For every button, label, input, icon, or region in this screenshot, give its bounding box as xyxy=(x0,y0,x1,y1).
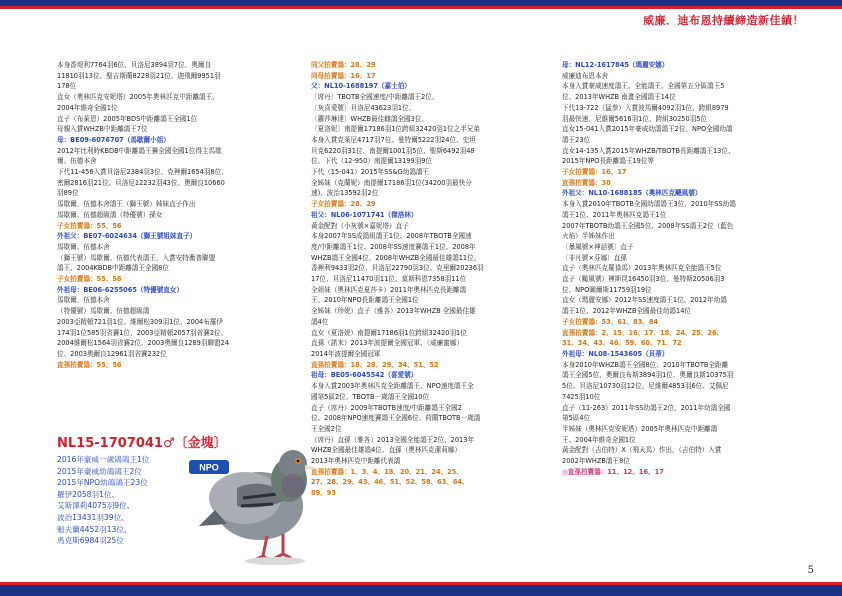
col2-line: 17位、貝洛尼11470羽11位、莫斯科恩7358羽11位 xyxy=(311,275,467,284)
col1-line: 子女拍賣鴿：55、56 xyxy=(57,221,122,230)
col1-line: 2004年維奇全國1位 xyxy=(57,103,118,112)
col1-line: 母親入賞WHZB中距離鴿王7位 xyxy=(57,125,148,134)
bird-result-line: 2016年豪威一歲鴿鴿王1位 xyxy=(57,455,150,464)
page-number: 5 xyxy=(807,565,814,576)
col2-line: 本身入賞克萊尼4717羽7位、曼特爾5222羽24位、史坦 xyxy=(311,135,476,144)
col2-line: 子女拍賣鴿：28、29 xyxy=(311,200,376,209)
bird-results xyxy=(57,454,150,547)
col3-line: 本身2010年WHZB鴿王全國8位、2010年TBOTB全距離 xyxy=(562,360,729,369)
col3-line: 位、NPO圖爾斯11759羽19位 xyxy=(562,285,652,294)
col1-line: （獅王號）馬歇爾、伍德代表鴿王，入賞安特衛普聯盟 xyxy=(57,253,216,262)
col3-line: 子女拍賣鴿：53、61、83、84 xyxy=(562,317,659,326)
col1-line: 2003亞精頓721羽1位、維爾松309羽1位、2004布羅伊 xyxy=(57,317,224,326)
col2-line: 速)、波治13592羽2位 xyxy=(311,189,379,198)
col2-line: 香裡利9433羽2位、貝洛尼22790羽3位、克里爾20236羽 xyxy=(311,264,484,273)
col1-line: 直子（布萊恩）2005年BDS中距離鴿王全國1位 xyxy=(57,114,198,123)
col2-line: 直孫（諾米）2013年波提爾全國冠軍、（威廉蜜娜） xyxy=(311,339,463,348)
featured-bird-block xyxy=(57,432,307,582)
col3-line: 直孫拍賣鴿：30 xyxy=(562,178,611,187)
col1-line: 本身香堤利7764羽6位、貝洛尼3894羽7位、奧爾良 xyxy=(57,61,212,69)
col1-line: 外祖父：BE07-6024634（獅王號姐妹直子） xyxy=(57,232,197,241)
bird-result-line: 羅伊2058羽1位、 xyxy=(57,489,120,499)
col2-line: 同父拍賣鴿：28、29 xyxy=(311,61,376,69)
col1-line: 密爾2816羽21位、貝洛尼12232羽43位、奧爾良10660 xyxy=(57,178,225,187)
bottom-blue-stripe xyxy=(0,585,842,596)
col2-line: 貝克6220羽31位、南提爾1001羽5位、聖斯6492羽48 xyxy=(311,146,475,155)
bird-result-line: 艾斯澤莉4075羽9位、 xyxy=(57,501,135,511)
col1-line: 2004維爾松1564羽省賽2位、2003奧爾良1289羽聯盟24 xyxy=(57,339,230,348)
col2-line: 祖父：NL06-1071741（傑洛林） xyxy=(311,210,418,219)
col2-line: WHZB全國最佳雄鴿4位、直孫（奧林匹克潔莉娜） xyxy=(311,446,461,455)
col2-line: 度/中距離鴿王1位、2008年SS速度賽鴿王1位、2008年 xyxy=(311,242,476,251)
col1-line: 外祖母：BE06-6255065（特優號直女） xyxy=(57,285,184,294)
col3-line: 鴿王全國5位、奧爾良布斯3894羽1位、奧爾良斯10375羽 xyxy=(562,371,734,380)
col3-line: 2002年WHZB鴿王8位 xyxy=(562,457,630,466)
col3-line: 2007年TBOTB幼鴿王全國5位、2008年SS鴿王2位（藍色 xyxy=(562,221,734,230)
col3-line: 第5區4位 xyxy=(562,414,591,423)
col1-line: 馬歇爾、伍德本舍 xyxy=(57,242,110,251)
col2-line: 2013年奧林匹克中距離代表鴿 xyxy=(311,457,401,466)
col3-line: 外祖母：NL08-1543605（貝蒂） xyxy=(562,349,669,358)
col2-line: 父：NL10-1688197（嘉士伯） xyxy=(311,82,411,91)
col1-line: 11810羽13位、聖吉斯蘭8228羽21位、迦飛爾9951羽 xyxy=(57,71,221,80)
col2-line: 王、2010年NPO長距離鴿王全國1位 xyxy=(311,296,419,305)
npo-badge-text: NPO xyxy=(199,462,219,473)
bird-result-line: 波治13431羽39位、 xyxy=(57,512,129,522)
col2-line: 2014年波提爾全國冠軍 xyxy=(311,349,381,358)
col3-line: 外祖父：NL10-1688185（奧林匹克颶風號） xyxy=(562,189,702,198)
col3-line: 直女14-135入賞2015年WHZB/TBOTB長距離鴿王13位、 xyxy=(562,146,735,155)
col3-line: 鴿王1位、2011年奧林匹克鴿王1位 xyxy=(562,210,667,219)
col2-line: 鴿4位 xyxy=(311,317,329,326)
col2-line: （席丹）直孫（雅各）2013全國全能鴿王2位、2013年 xyxy=(311,435,475,444)
col3-line: 威廉迪布恩本舍 xyxy=(562,71,609,80)
col3-line: 母：NL12-1617845（瑪麗安娜） xyxy=(562,61,669,69)
col3-line: 7425羽10位 xyxy=(562,392,601,401)
bird-result-line: 2015年NPO幼鴿鴿王23位 xyxy=(57,478,148,488)
col1-line: 下代11-456入賞貝洛尼2384羽3位、克裡爾1654羽8位、 xyxy=(57,168,228,177)
col3-line: 火焰）半姊妹作出 xyxy=(562,232,615,241)
right-column xyxy=(562,60,802,477)
col3-line: 直女（瑪麗安娜）2012年SS速度鴿王1位、2012年幼鴿 xyxy=(562,296,727,305)
col3-line: 直孫拍賣鴿：2、15、16、17、18、24、25、26、 xyxy=(562,328,724,337)
col2-line: 全姊妹（珍妮）直子（雅各）2013年WHZB 全國最佳雄 xyxy=(311,307,476,316)
col3-line: 本身入賞豪威速度鴿王、全能鴿王、全國第五分區鴿王5 xyxy=(562,82,725,91)
npo-badge xyxy=(189,460,229,474)
col2-line: 下代（15-041）2015年SS&G幼鴿鴿王 xyxy=(311,168,430,177)
col2-line: 本身2007年SS成鴿組鴿王1位、2008年TBOTB全國速 xyxy=(311,232,472,241)
col2-line: 〔灰喜愛號〕貝洛尼43623羽1位、 xyxy=(311,103,416,112)
col2-line: 本身入賞2003年奧林匹克全距離鴿王、NPO速度鴿王全 xyxy=(311,382,474,391)
col2-line: 全姐妹（奧林匹克夏莎卡）2011年奧林匹克長距離鴿 xyxy=(311,285,467,294)
col2-line: 位、2008年NPO速度賽鴿王全國6位、荷蘭TBOTB一歲鴿 xyxy=(311,414,481,423)
col1-line: 鴿王、2004KBDB中距離鴿王全國8位 xyxy=(57,264,169,273)
col3-line: 直女15-041入賞2015年豪威幼鴿鴿王2位、NPO全國幼鴿 xyxy=(562,125,733,134)
header-tagline: 威廉．迪布恩持續締造新佳績！ xyxy=(643,14,804,27)
col2-line: 直孫拍賣鴿：1、3、4、18、20、21、24、25、 xyxy=(311,467,463,476)
col3-line: 鴿王1位、2012年WHZB全國最佳幼鴿14位 xyxy=(562,307,692,316)
col2-line: WHZB鴿王全國4位、2008年WHZB全國最佳雄鴿11位、 xyxy=(311,253,481,262)
col1-line: 178位 xyxy=(57,82,77,91)
col3-line: 直子（颱風號）裡斯昆16450羽3位、曼特斯20506羽3 xyxy=(562,275,725,284)
col1-line: 羽89位 xyxy=(57,189,79,198)
col3-line: 下代13-722（猛拳）入賞波馬爾4092羽1位、跨組8979 xyxy=(562,103,729,112)
col1-line: 174羽1位585羽省賽1位、2003亞精頓2057羽省賽2位、 xyxy=(57,328,228,337)
bird-result-line: 2015年豪威幼鴿鴿王2位 xyxy=(57,466,142,476)
bottom-banner xyxy=(0,582,842,596)
col3-line: 5位、貝洛尼10730羽12位、尼維爾4853羽6位、艾佩尼 xyxy=(562,382,729,391)
col3-line: 直子（11-263）2011年SS幼鴿王2位、2011年幼鴿全國 xyxy=(562,403,731,412)
bird-result-line: 馬克斯6984羽25位 xyxy=(57,536,124,546)
col1-line: 直女（奧林匹克安妮塔）2005年奧林匹克中距離鴿王、 xyxy=(57,93,219,102)
middle-column xyxy=(311,60,548,499)
col2-line: 〔席丹〕TBOTB全國速度/中距離鴿王2位、 xyxy=(311,93,439,102)
col1-line: 2012年比利時KBDB中距離鴿王賽全國全國1位得主馬歇 xyxy=(57,146,222,155)
col1-line: 直孫拍賣鴿：55、56 xyxy=(57,360,122,369)
col3-line: 〔非凡號×芬娜〕直孫 xyxy=(562,253,627,262)
col3-line: 子女拍賣鴿：16、17 xyxy=(562,168,627,177)
col2-line: 〔蘿莎琳達〕WHZB最佳雌鴿全國3位、 xyxy=(311,114,429,123)
col3-line: 〔暴風號×神話號〕直子 xyxy=(562,242,634,251)
col2-line: 89、93 xyxy=(311,489,336,498)
col2-line: 直子（席丹）2009年TBOTB速度/中距離鴿王全國2 xyxy=(311,403,462,412)
col1-line: 子女拍賣鴿：55、56 xyxy=(57,275,122,284)
col1-line: 爾、伍德本舍 xyxy=(57,157,97,166)
col3-line: 31、34、43、46、59、60、71、72 xyxy=(562,339,682,348)
col1-line: 母：BE09-6076707（馬歇爾小姐） xyxy=(57,135,170,144)
col1-line: 馬歇爾、伍德本舍鴿王（獅王號）姊妹直子作出 xyxy=(57,200,196,209)
col2-line: 〔夏洛妮〕南提爾17186羽1位跨組32420羽1位之半兄弟 xyxy=(311,125,481,134)
bird-result-line: 魁夫蘭4452羽13位、 xyxy=(57,524,132,534)
col1-line: 位、2003奧爾良12961羽省賽232位 xyxy=(57,349,167,358)
col3-line: ◎直孫拍賣鴿：11、12、16、17 xyxy=(562,467,664,476)
col3-line: 本身入賞2010年TBOTB全國幼鴿鴿王3位、2010年SS幼鴿 xyxy=(562,200,736,209)
left-column xyxy=(57,60,285,370)
col1-line: （特優號）馬歇爾、伍德超級鴿 xyxy=(57,307,150,316)
col1-line: 馬歇爾、伍德本舍 xyxy=(57,296,110,305)
col3-line: 黃金配對（吉伯特）X（飛天馬）作出，（吉伯特）入賞 xyxy=(562,446,722,455)
bird-title: NL15-1707041♂〔金塊〕 xyxy=(57,436,227,451)
col2-line: 同母拍賣鴿：16、17 xyxy=(311,71,376,80)
col2-line: 國第5區2位、TBOTB一歲鴿王全國10位 xyxy=(311,392,430,401)
col1-line: 馬歇爾、伍德超級鴿（特優號）孫女 xyxy=(57,210,163,219)
top-red-stripe xyxy=(0,6,842,9)
col2-line: 祖母：BE05-6045542（喜愛號） xyxy=(311,371,418,380)
col3-line: 羽最快速、尼維爾5616羽1位、跨組30250羽5位 xyxy=(562,114,708,123)
col2-line: 位、下代（12-950）南提爾13199羽9位 xyxy=(311,157,433,166)
col2-line: 黃金配對（小灰號×嘉妮塔）直子 xyxy=(311,221,409,230)
col2-line: 直女（夏洛妮）南提爾17186羽1位跨組32420羽1位 xyxy=(311,328,467,337)
col2-line: 27、28、29、43、46、51、52、58、63、64、 xyxy=(311,478,469,487)
col3-line: 2015年NPO長距離鴿王19位等 xyxy=(562,157,655,166)
col2-line: 王全國2位 xyxy=(311,424,342,433)
col3-line: 直子（奧林匹克羅祿馬）2013年奧林匹克全能鴿王5位 xyxy=(562,264,722,273)
col2-line: 直孫拍賣鴿：18、28、29、34、51、52 xyxy=(311,360,439,369)
col3-line: 王、2004年維奇全國1位 xyxy=(562,435,636,444)
col3-line: 鴿王23位 xyxy=(562,135,591,144)
col2-line: 全姊妹（克蘭妮）南提爾17186羽1位(34200羽最快分 xyxy=(311,178,472,187)
col3-line: 半姊妹（奧林匹克安妮塔）2005年奧林匹克中距離鴿 xyxy=(562,424,718,433)
col3-line: 位、2013年WHZB 南畫全國鴿王14位 xyxy=(562,93,676,102)
